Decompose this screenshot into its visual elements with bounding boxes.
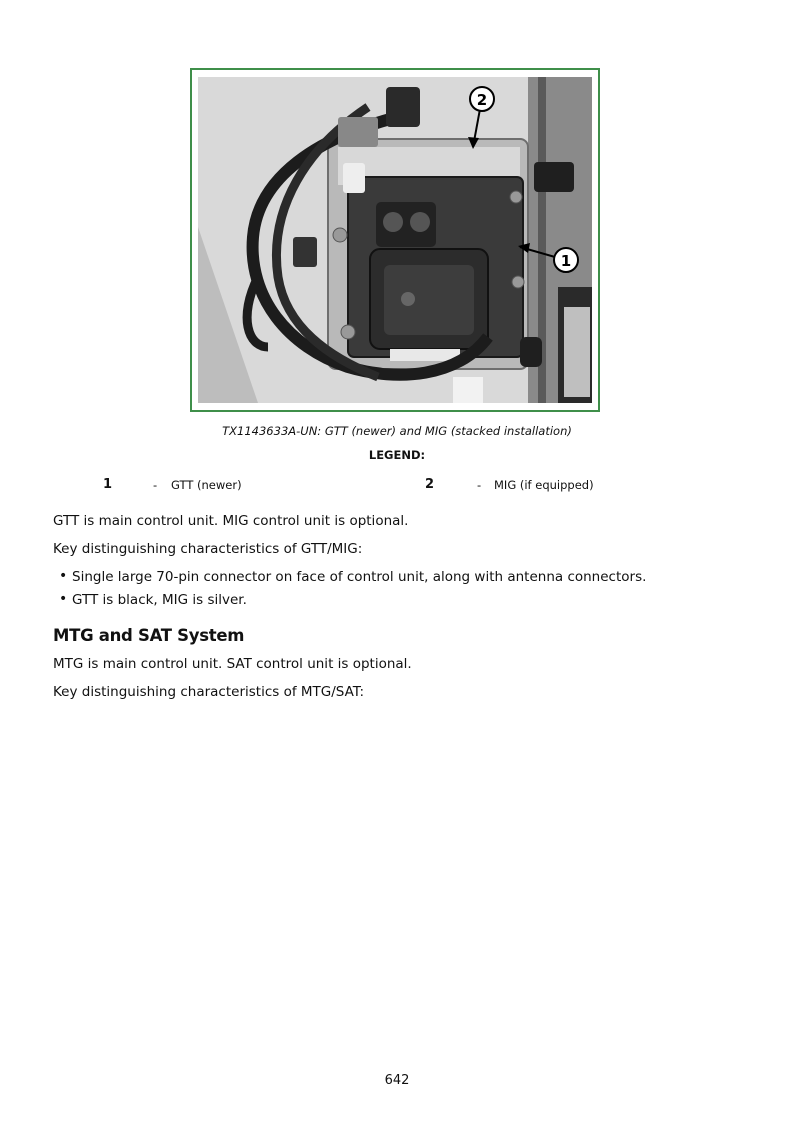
body-paragraph: MTG is main control unit. SAT control unit is optional.: [53, 656, 412, 672]
bullet-marker: •: [59, 591, 68, 607]
figure-caption: TX1143633A-UN: GTT (newer) and MIG (stacked installation): [222, 424, 572, 438]
callout-2: 2: [476, 91, 488, 109]
control-unit-photo: [198, 77, 592, 403]
bullet-item: Single large 70-pin connector on face of control unit, along with antenna connectors.: [72, 569, 647, 585]
body-paragraph: Key distinguishing characteristics of MTG/SAT:: [53, 684, 365, 700]
legend-number: 1: [103, 477, 113, 492]
legend-dash: -: [477, 478, 482, 492]
legend-title: LEGEND:: [368, 448, 426, 462]
figure-frame: [190, 68, 600, 412]
section-heading: MTG and SAT System: [53, 626, 245, 645]
bullet-item: GTT is black, MIG is silver.: [72, 592, 247, 608]
body-paragraph: Key distinguishing characteristics of GTT/MIG:: [53, 541, 363, 557]
callout-1: 1: [560, 252, 572, 270]
legend-number: 2: [425, 477, 435, 492]
legend-label: MIG (if equipped): [494, 478, 594, 492]
legend-label: GTT (newer): [171, 478, 242, 492]
bullet-marker: •: [59, 568, 68, 584]
legend-dash: -: [153, 478, 158, 492]
body-paragraph: GTT is main control unit. MIG control unit is optional.: [53, 513, 409, 529]
page-number: 642: [384, 1073, 410, 1088]
